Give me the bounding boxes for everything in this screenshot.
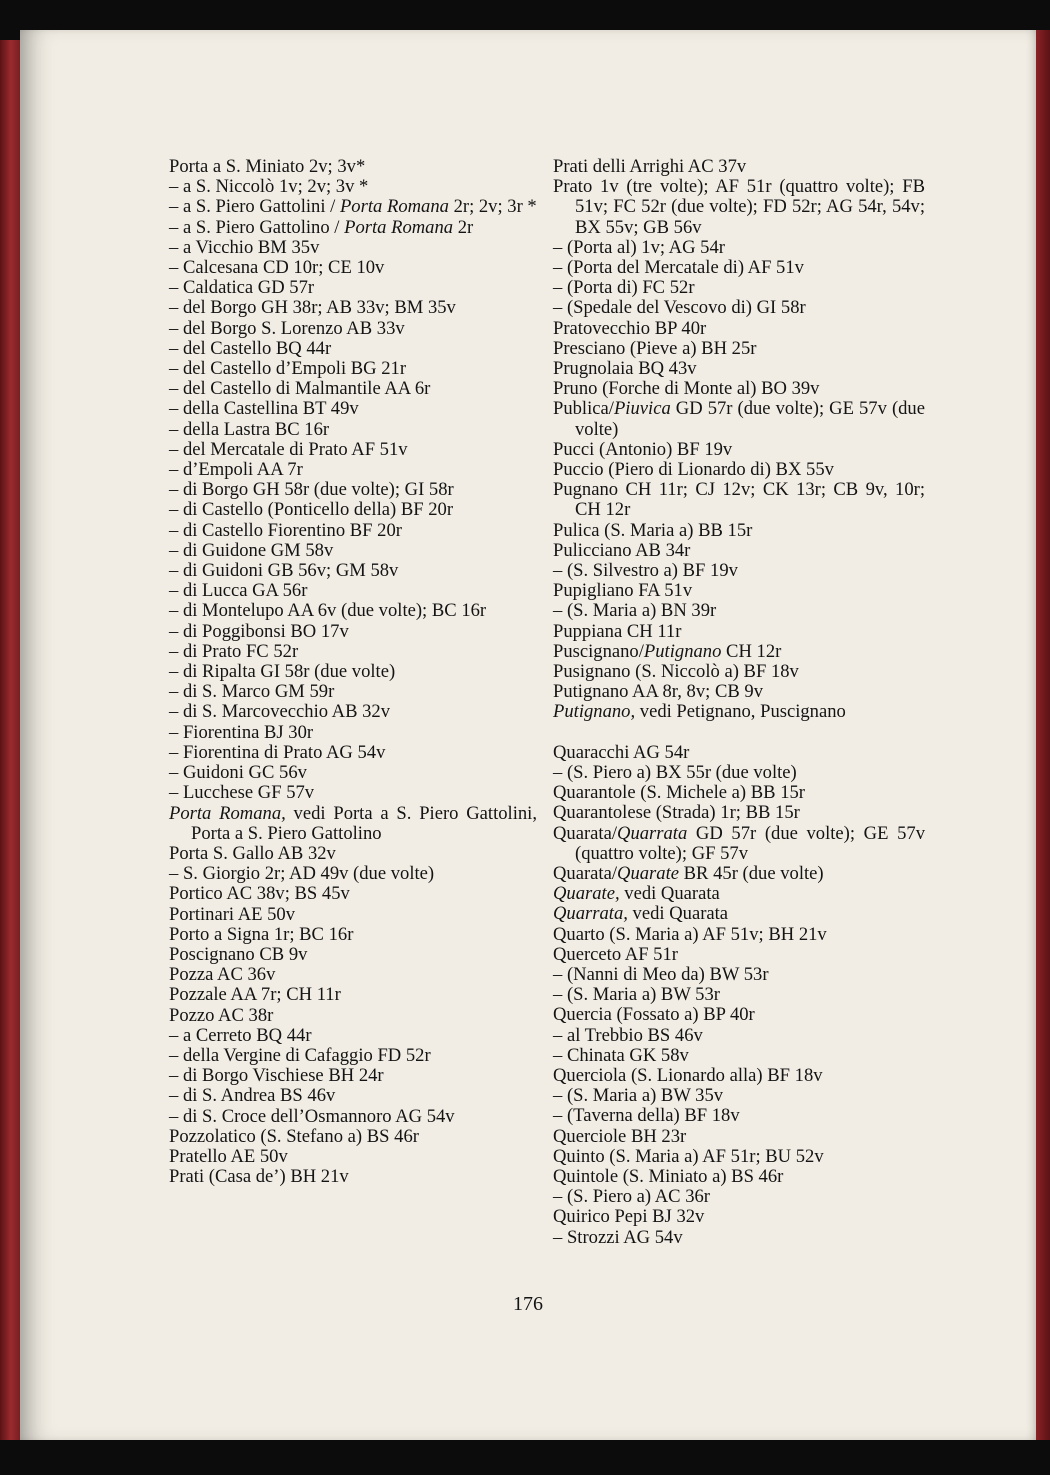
entry-text: Porta a S. Miniato 2v; 3v* bbox=[169, 156, 366, 177]
entry-text: Pratovecchio BP 40r bbox=[553, 317, 707, 339]
entry-text: Portinari AE 50v bbox=[169, 903, 296, 925]
index-entry bbox=[553, 682, 925, 702]
entry-text: – (Porta del Mercatale di) AF 51v bbox=[553, 257, 804, 279]
entry-text: – (S. Maria a) BN 39r bbox=[553, 600, 717, 622]
index-entry bbox=[169, 258, 537, 278]
index-entry bbox=[553, 743, 925, 763]
entry-text: – Fiorentina BJ 30r bbox=[169, 721, 314, 743]
entry-text: – (Nanni di Meo da) BW 53r bbox=[553, 963, 769, 985]
entry-italic-name: Quarate, bbox=[553, 883, 620, 905]
index-entry bbox=[169, 379, 537, 399]
index-entry bbox=[169, 541, 537, 561]
entry-text: – del Mercatale di Prato AF 51v bbox=[169, 438, 408, 460]
index-entry bbox=[553, 601, 925, 621]
entry-text: Pulica (S. Maria a) BB 15r bbox=[553, 519, 753, 541]
index-entry bbox=[553, 339, 925, 359]
entry-text: Pucci (Antonio) BF 19v bbox=[553, 438, 733, 460]
index-entry bbox=[169, 319, 537, 339]
entry-italic-name: Putignano, bbox=[553, 701, 636, 723]
entry-text: Quirico Pepi BJ 32v bbox=[553, 1206, 705, 1228]
index-entry bbox=[553, 1026, 925, 1046]
entry-text: – di Montelupo AA 6v (due volte); BC 16r bbox=[169, 600, 487, 622]
entry-text: vedi Quarata bbox=[619, 883, 720, 905]
entry-text: – Caldatica GD 57r bbox=[169, 277, 315, 299]
index-entry bbox=[553, 480, 925, 520]
entry-text: Puscignano/ bbox=[553, 640, 644, 662]
entry-italic-name: Porta Romana bbox=[344, 216, 454, 238]
index-entry bbox=[553, 985, 925, 1005]
entry-text: – della Vergine di Cafaggio FD 52r bbox=[169, 1044, 431, 1066]
entry-text: – di Castello Fiorentino BF 20r bbox=[169, 519, 402, 541]
entry-text: – di Castello (Ponticello della) BF 20r bbox=[169, 499, 454, 521]
index-entry bbox=[169, 925, 537, 945]
entry-text: – Fiorentina di Prato AG 54v bbox=[169, 741, 386, 763]
entry-italic-name: Porta Romana, bbox=[169, 802, 286, 824]
entry-text: – Calcesana CD 10r; CE 10v bbox=[169, 257, 385, 279]
index-entry bbox=[553, 258, 925, 278]
book-page bbox=[20, 30, 1036, 1440]
index-entry bbox=[553, 945, 925, 965]
index-entry bbox=[169, 743, 537, 763]
entry-text: Porta S. Gallo AB 32v bbox=[169, 842, 336, 864]
index-entry bbox=[169, 460, 537, 480]
entry-text: – S. Giorgio 2r; AD 49v (due volte) bbox=[169, 863, 435, 885]
entry-text: Quercia (Fossato a) BP 40r bbox=[553, 1004, 755, 1026]
entry-text: Pozzale AA 7r; CH 11r bbox=[169, 984, 341, 1006]
index-column-right bbox=[553, 157, 925, 1248]
entry-text: – Chinata GK 58v bbox=[553, 1044, 689, 1066]
index-entry bbox=[169, 945, 537, 965]
index-entry bbox=[169, 440, 537, 460]
index-entry bbox=[553, 379, 925, 399]
entry-text: – (Spedale del Vescovo di) GI 58r bbox=[553, 297, 806, 319]
index-entry bbox=[169, 177, 537, 197]
index-entry bbox=[553, 1228, 925, 1248]
entry-text: Prato 1v (tre volte); AF 51r (quattro volte); FB 51v; FC 52r (due volte); FD 52r; AG 54r, 54v; BX 55v; GB 56v bbox=[553, 176, 925, 238]
index-entry bbox=[553, 763, 925, 783]
index-entry bbox=[553, 541, 925, 561]
entry-italic-name: Piuvica bbox=[613, 398, 671, 420]
index-entry bbox=[553, 702, 925, 722]
index-entry bbox=[169, 278, 537, 298]
index-entry bbox=[553, 1167, 925, 1187]
index-entry bbox=[169, 1127, 537, 1147]
index-entry bbox=[553, 622, 925, 642]
index-entry bbox=[169, 702, 537, 722]
index-entry bbox=[169, 1086, 537, 1106]
entry-italic-name: Porta Romana bbox=[339, 196, 449, 218]
index-entry bbox=[169, 965, 537, 985]
entry-text: – di S. Marco GM 59r bbox=[169, 681, 335, 703]
entry-text: – di Ripalta GI 58r (due volte) bbox=[169, 661, 396, 683]
entry-text: Putignano AA 8r, 8v; CB 9v bbox=[553, 681, 764, 703]
entry-text: – di Borgo GH 58r (due volte); GI 58r bbox=[169, 479, 454, 501]
entry-text: – di Poggibonsi BO 17v bbox=[169, 620, 349, 642]
entry-text: – di S. Marcovecchio AB 32v bbox=[169, 701, 391, 723]
index-entry bbox=[169, 157, 537, 177]
index-entry bbox=[169, 399, 537, 419]
entry-text: – a S. Piero Gattolini / bbox=[169, 196, 340, 218]
index-entry bbox=[169, 1046, 537, 1066]
index-entry bbox=[169, 1107, 537, 1127]
index-entry bbox=[169, 985, 537, 1005]
index-entry bbox=[169, 521, 537, 541]
entry-italic-name: Quarrata bbox=[617, 822, 688, 844]
index-entry bbox=[553, 581, 925, 601]
entry-text: Prati (Casa de’) BH 21v bbox=[169, 1166, 349, 1188]
entry-text: GD 57r (due volte); GE 57v (due volte) bbox=[575, 398, 925, 440]
entry-text: – di Borgo Vischiese BH 24r bbox=[169, 1065, 384, 1087]
index-entry bbox=[553, 824, 925, 864]
entry-text: Pratello AE 50v bbox=[169, 1145, 288, 1167]
entry-text: Querceto AF 51r bbox=[553, 943, 678, 965]
index-entry bbox=[169, 682, 537, 702]
entry-text: – di Guidoni GB 56v; GM 58v bbox=[169, 560, 399, 582]
index-entry bbox=[169, 905, 537, 925]
entry-text: Prati delli Arrighi AC 37v bbox=[553, 156, 747, 177]
index-entry bbox=[553, 884, 925, 904]
entry-text: – Lucchese GF 57v bbox=[169, 782, 315, 804]
index-entry bbox=[169, 359, 537, 379]
index-entry bbox=[553, 238, 925, 258]
entry-text: – del Castello di Malmantile AA 6r bbox=[169, 378, 431, 400]
entry-text: Querciole BH 23r bbox=[553, 1125, 687, 1147]
entry-text: – Guidoni GC 56v bbox=[169, 762, 307, 784]
entry-text: 2r bbox=[453, 216, 474, 238]
entry-text: – della Castellina BT 49v bbox=[169, 398, 359, 420]
index-entry bbox=[553, 662, 925, 682]
entry-text: – (S. Piero a) BX 55r (due volte) bbox=[553, 761, 797, 783]
entry-italic-name: Quarate bbox=[617, 862, 679, 884]
entry-text: Quarantolese (Strada) 1r; BB 15r bbox=[553, 802, 800, 824]
entry-text: Porto a Signa 1r; BC 16r bbox=[169, 923, 354, 945]
entry-text: – d’Empoli AA 7r bbox=[169, 459, 303, 481]
index-entry bbox=[553, 319, 925, 339]
entry-text: – a S. Piero Gattolino / bbox=[169, 216, 345, 238]
entry-text: Quarto (S. Maria a) AF 51v; BH 21v bbox=[553, 923, 827, 945]
index-entry bbox=[553, 925, 925, 945]
index-column-left bbox=[169, 157, 537, 1187]
index-entry bbox=[553, 359, 925, 379]
entry-text: Puppiana CH 11r bbox=[553, 620, 682, 642]
index-entry bbox=[169, 884, 537, 904]
entry-text: Presciano (Pieve a) BH 25r bbox=[553, 337, 757, 359]
index-entry bbox=[553, 460, 925, 480]
entry-text: Pugnano CH 11r; CJ 12v; CK 13r; CB 9v, 10r; CH 12r bbox=[553, 479, 925, 521]
entry-text: – di S. Croce dell’Osmannoro AG 54v bbox=[169, 1105, 455, 1127]
entry-text: GD 57r (due volte); GE 57v (quattro volte); GF 57v bbox=[575, 822, 925, 864]
index-entry bbox=[553, 642, 925, 662]
entry-text: Pozza AC 36v bbox=[169, 964, 276, 986]
index-entry bbox=[553, 1106, 925, 1126]
index-entry bbox=[169, 197, 537, 217]
entry-text: Pozzo AC 38r bbox=[169, 1004, 274, 1026]
entry-text: Pozzolatico (S. Stefano a) BS 46r bbox=[169, 1125, 419, 1147]
index-entry bbox=[553, 1046, 925, 1066]
index-entry bbox=[169, 480, 537, 500]
entry-text: vedi Quarata bbox=[627, 903, 729, 925]
index-entry bbox=[169, 723, 537, 743]
book-cover-edge bbox=[1036, 30, 1050, 1440]
entry-italic-name: Putignano bbox=[643, 640, 722, 662]
entry-italic-name: Quarrata, bbox=[553, 903, 628, 925]
index-entry bbox=[553, 1086, 925, 1106]
index-entry bbox=[169, 601, 537, 621]
entry-text: – a Cerreto BQ 44r bbox=[169, 1024, 312, 1046]
entry-text: – (Porta di) FC 52r bbox=[553, 277, 695, 299]
entry-text: – del Castello BQ 44r bbox=[169, 337, 332, 359]
entry-text: Quarata/ bbox=[553, 862, 618, 884]
entry-text: – (S. Silvestro a) BF 19v bbox=[553, 560, 738, 582]
index-entry bbox=[169, 500, 537, 520]
index-entry bbox=[169, 622, 537, 642]
index-entry bbox=[169, 218, 537, 238]
page-number: 176 bbox=[513, 1293, 543, 1315]
index-entry bbox=[553, 904, 925, 924]
index-entry bbox=[553, 399, 925, 439]
index-entry bbox=[553, 1187, 925, 1207]
index-entry bbox=[553, 1207, 925, 1227]
entry-text: Pruno (Forche di Monte al) BO 39v bbox=[553, 378, 820, 400]
entry-text: – (S. Maria a) BW 35v bbox=[553, 1085, 724, 1107]
index-entry bbox=[553, 803, 925, 823]
index-entry bbox=[169, 1026, 537, 1046]
entry-text: – di Lucca GA 56r bbox=[169, 580, 308, 602]
entry-text: Quintole (S. Miniato a) BS 46r bbox=[553, 1165, 784, 1187]
index-entry bbox=[169, 844, 537, 864]
entry-text: Publica/ bbox=[553, 398, 614, 420]
index-entry bbox=[553, 1147, 925, 1167]
index-entry bbox=[169, 763, 537, 783]
entry-text: Portico AC 38v; BS 45v bbox=[169, 883, 350, 905]
index-entry bbox=[553, 157, 925, 177]
index-entry bbox=[553, 278, 925, 298]
index-entry bbox=[169, 298, 537, 318]
index-entry bbox=[553, 864, 925, 884]
entry-text: BR 45r (due volte) bbox=[679, 862, 824, 884]
index-entry bbox=[553, 965, 925, 985]
entry-text: Prugnolaia BQ 43v bbox=[553, 358, 697, 380]
index-entry bbox=[553, 1005, 925, 1025]
entry-text: – a S. Niccolò 1v; 2v; 3v * bbox=[169, 176, 369, 198]
index-entry bbox=[169, 1066, 537, 1086]
entry-text: Poscignano CB 9v bbox=[169, 943, 308, 965]
index-entry bbox=[553, 521, 925, 541]
index-entry bbox=[553, 440, 925, 460]
entry-text: Quinto (S. Maria a) AF 51r; BU 52v bbox=[553, 1145, 824, 1167]
entry-text: – (S. Maria a) BW 53r bbox=[553, 984, 720, 1006]
entry-text: Pusignano (S. Niccolò a) BF 18v bbox=[553, 661, 799, 683]
entry-text: Puccio (Piero di Lionardo di) BX 55v bbox=[553, 459, 834, 481]
index-entry bbox=[553, 1066, 925, 1086]
entry-text: Quarata/ bbox=[553, 822, 618, 844]
entry-text: – (Taverna della) BF 18v bbox=[553, 1105, 740, 1127]
entry-text: Pupigliano FA 51v bbox=[553, 580, 693, 602]
entry-text: – del Borgo S. Lorenzo AB 33v bbox=[169, 317, 405, 339]
entry-text: Quarantole (S. Michele a) BB 15r bbox=[553, 782, 805, 804]
index-entry bbox=[169, 420, 537, 440]
entry-text: – del Castello d’Empoli BG 21r bbox=[169, 358, 407, 380]
index-entry bbox=[553, 783, 925, 803]
entry-text: – (S. Piero a) AC 36r bbox=[553, 1186, 711, 1208]
index-entry bbox=[169, 581, 537, 601]
entry-text: Quaracchi AG 54r bbox=[553, 741, 690, 763]
index-entry bbox=[169, 804, 537, 844]
entry-text: vedi Petignano, Puscignano bbox=[635, 701, 846, 723]
index-entry bbox=[169, 238, 537, 258]
index-entry bbox=[553, 1127, 925, 1147]
entry-text: – al Trebbio BS 46v bbox=[553, 1024, 703, 1046]
entry-text: Pulicciano AB 34r bbox=[553, 539, 691, 561]
index-entry bbox=[169, 864, 537, 884]
entry-text: – Strozzi AG 54v bbox=[553, 1226, 683, 1248]
entry-text: – di Guidone GM 58v bbox=[169, 539, 334, 561]
entry-text: – (Porta al) 1v; AG 54r bbox=[553, 236, 725, 258]
entry-text: CH 12r bbox=[721, 640, 782, 662]
index-entry bbox=[169, 662, 537, 682]
index-entry bbox=[553, 298, 925, 318]
index-entry bbox=[169, 1167, 537, 1187]
entry-text: 2r; 2v; 3r * bbox=[448, 196, 537, 218]
entry-text: Querciola (S. Lionardo alla) BF 18v bbox=[553, 1064, 823, 1086]
entry-text: – a Vicchio BM 35v bbox=[169, 236, 320, 258]
index-entry bbox=[169, 339, 537, 359]
entry-text: – di Prato FC 52r bbox=[169, 640, 299, 662]
entry-text: vedi Porta a S. Piero Gattolini, Porta a S. Piero Gattolino bbox=[191, 802, 537, 844]
entry-text: – di S. Andrea BS 46v bbox=[169, 1085, 336, 1107]
index-entry bbox=[553, 177, 925, 238]
entry-text: – del Borgo GH 38r; AB 33v; BM 35v bbox=[169, 297, 456, 319]
index-entry bbox=[169, 642, 537, 662]
index-entry bbox=[169, 783, 537, 803]
index-entry bbox=[553, 561, 925, 581]
index-entry bbox=[169, 1006, 537, 1026]
entry-text: – della Lastra BC 16r bbox=[169, 418, 330, 440]
index-entry bbox=[169, 561, 537, 581]
index-entry bbox=[169, 1147, 537, 1167]
